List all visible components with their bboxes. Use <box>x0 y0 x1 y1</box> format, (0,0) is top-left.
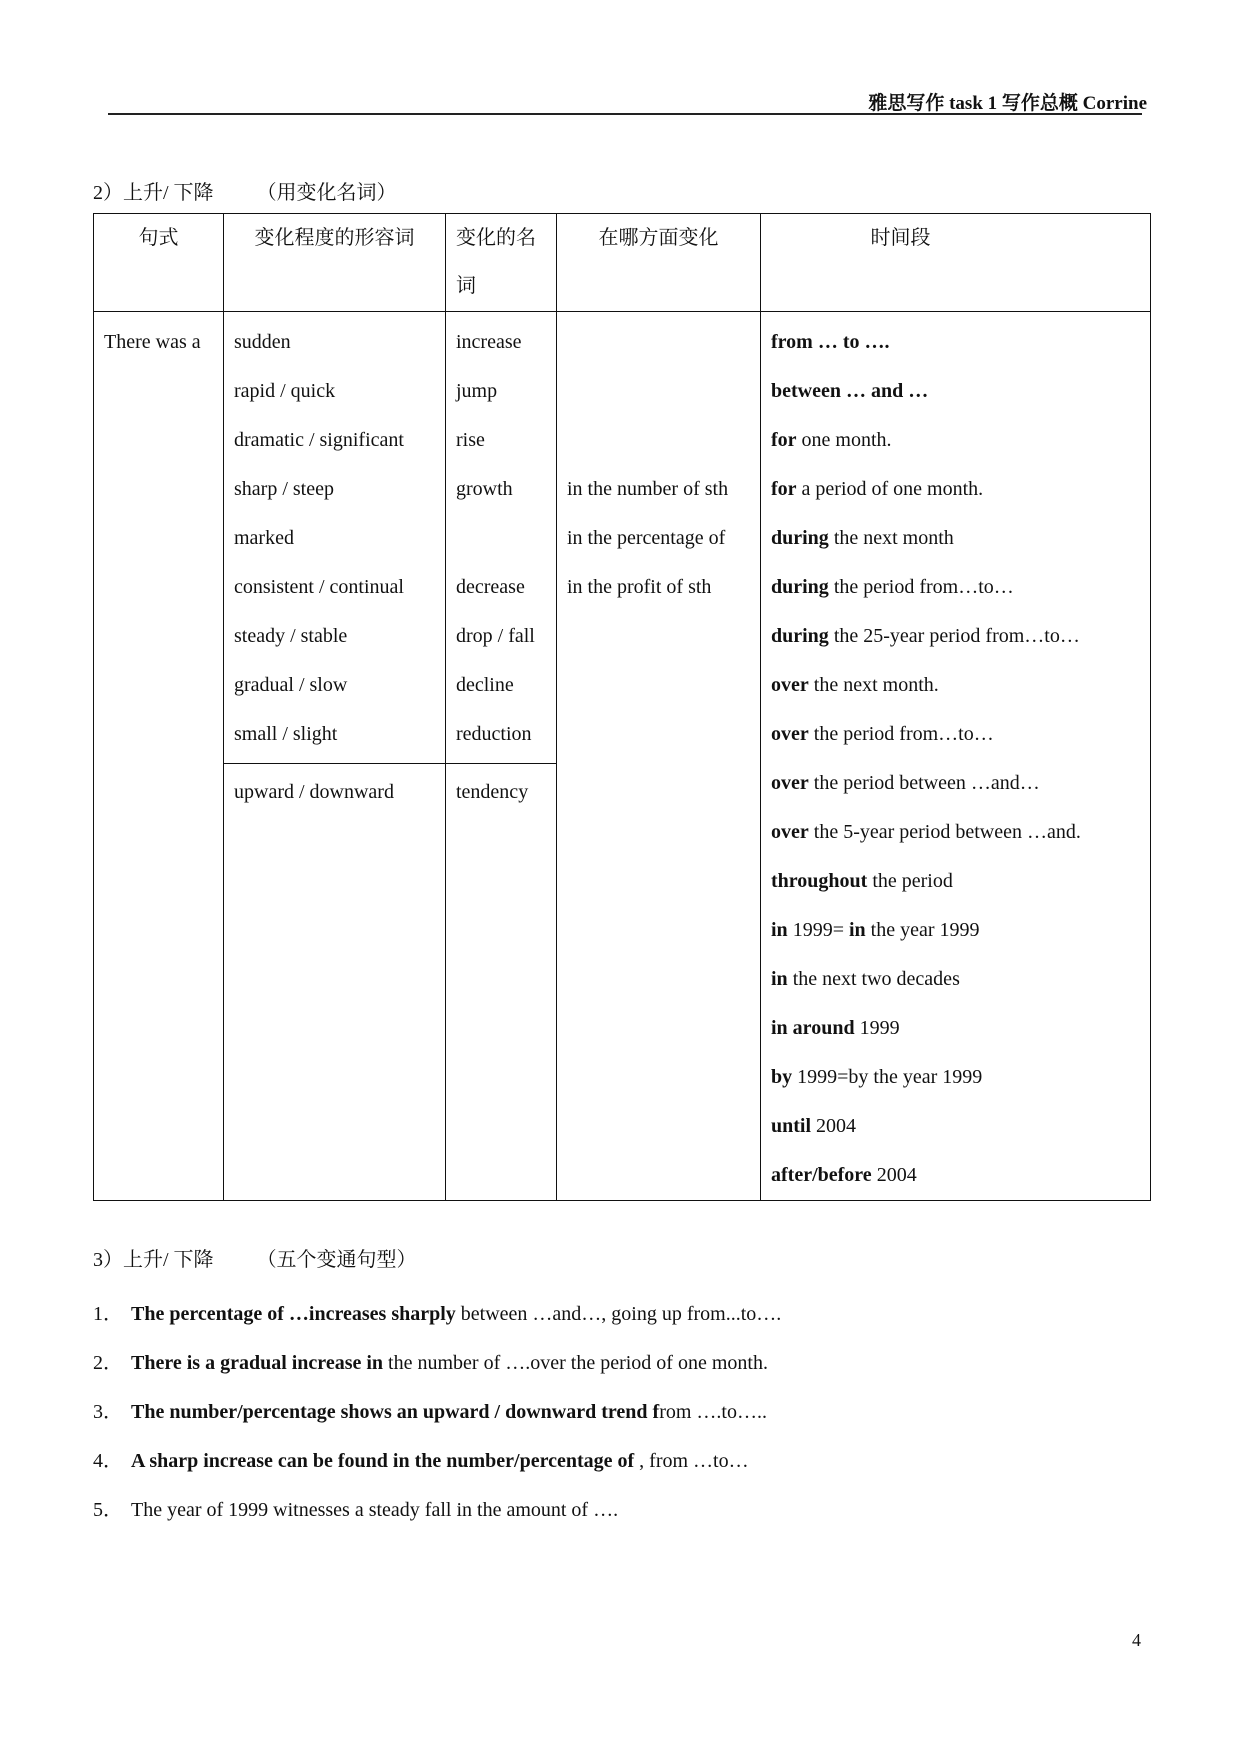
adjective-list <box>224 318 445 764</box>
pattern-number: 5． <box>93 1499 123 1521</box>
adjective-item: small / slight <box>234 723 338 745</box>
time-rest: the 25-year period from…to… <box>828 625 1080 647</box>
time-item <box>771 661 1140 710</box>
time-keyword: by <box>771 1066 793 1088</box>
time-item <box>771 906 1140 955</box>
noun-item: drop / fall <box>456 625 535 647</box>
time-item <box>771 857 1140 906</box>
time-keyword: from … to …. <box>771 331 890 353</box>
pattern-number: 3． <box>93 1401 123 1423</box>
adjective-item: rapid / quick <box>234 380 336 402</box>
section-3-note: （五个变通句型） <box>256 1249 417 1271</box>
time-rest: the next month <box>828 527 954 549</box>
time-keyword: during <box>771 576 829 598</box>
noun-item: increase <box>456 331 522 353</box>
pattern-number: 4． <box>93 1450 123 1472</box>
noun-item: decline <box>456 674 514 696</box>
time-rest: one month. <box>796 429 892 451</box>
time-item <box>771 1151 1140 1200</box>
pattern-bold-text: The number/percentage shows an upward / downward trend f <box>131 1401 660 1423</box>
time-list <box>771 318 1140 1200</box>
pattern-text: between …and…, going up from...to…. <box>455 1303 782 1325</box>
time-item <box>771 318 1140 367</box>
aspect-cell <box>557 312 761 1201</box>
pattern-cell <box>94 312 224 1201</box>
noun-item: reduction <box>456 723 532 745</box>
time-keyword: throughout <box>771 870 868 892</box>
pattern-text: rom ….to….. <box>659 1401 767 1423</box>
header-rule <box>108 113 1142 115</box>
header-adjective: 变化程度的形容词 <box>224 214 446 312</box>
adjective-item: sudden <box>234 331 291 353</box>
time-keyword: for <box>771 429 797 451</box>
header-pattern: 句式 <box>94 214 224 312</box>
pattern-bold-text: There is a gradual increase in <box>131 1352 384 1374</box>
section-3-title <box>93 1243 417 1272</box>
aspect-item: in the number of sth <box>567 478 729 500</box>
pattern-bold-text: The percentage of …increases sharply <box>131 1303 456 1325</box>
time-keyword: in around <box>771 1017 855 1039</box>
section-2-note: （用变化名词） <box>256 182 397 204</box>
adjective-item: dramatic / significant <box>234 429 404 451</box>
time-rest: the period <box>867 870 953 892</box>
time-item <box>771 465 1140 514</box>
table-body-row <box>94 312 1151 1201</box>
adjective-item: marked <box>234 527 294 549</box>
pattern-text: , from …to… <box>634 1450 749 1472</box>
adjective-item: consistent / continual <box>234 576 404 598</box>
time-cell <box>761 312 1151 1201</box>
noun-item: growth <box>456 478 513 500</box>
time-rest: the period from…to… <box>808 723 994 745</box>
time-keyword: between … and … <box>771 380 929 402</box>
pattern-number: 1． <box>93 1303 123 1325</box>
time-rest: 1999=by the year 1999 <box>792 1066 983 1088</box>
noun-trend-block <box>446 764 556 817</box>
pattern-item <box>93 1290 1143 1339</box>
time-item <box>771 563 1140 612</box>
pattern-bold-text: A sharp increase can be found in the number/percentage of <box>131 1450 635 1472</box>
time-rest: the year 1999 <box>865 919 980 941</box>
time-rest: the next month. <box>808 674 939 696</box>
section-2-heading: 2）上升/ 下降 <box>93 182 214 204</box>
time-rest: 1999= <box>787 919 849 941</box>
time-keyword: during <box>771 625 829 647</box>
aspect-list <box>567 465 750 612</box>
time-rest: the period between …and… <box>808 772 1040 794</box>
time-rest: 2004 <box>871 1164 917 1186</box>
noun-item <box>456 514 546 563</box>
time-keyword: over <box>771 674 809 696</box>
header-noun: 变化的名 词 <box>446 214 557 312</box>
adjective-item: sharp / steep <box>234 478 334 500</box>
time-rest: 1999 <box>854 1017 900 1039</box>
page-header: 雅思写作 task 1 写作总概 Corrine <box>868 93 1147 114</box>
time-rest: 2004 <box>811 1115 857 1137</box>
pattern-item <box>93 1486 1143 1535</box>
time-keyword: during <box>771 527 829 549</box>
time-keyword: after/before <box>771 1164 872 1186</box>
time-item <box>771 955 1140 1004</box>
noun-item: rise <box>456 429 485 451</box>
noun-trend: tendency <box>456 781 529 803</box>
time-keyword: in <box>848 919 866 941</box>
time-rest: the next two decades <box>787 968 960 990</box>
adjective-item: gradual / slow <box>234 674 348 696</box>
time-keyword: for <box>771 478 797 500</box>
time-item <box>771 514 1140 563</box>
adjective-trend: upward / downward <box>234 781 394 803</box>
noun-item: decrease <box>456 576 525 598</box>
time-keyword: in <box>771 968 788 990</box>
time-rest: a period of one month. <box>796 478 984 500</box>
time-keyword: in <box>771 919 788 941</box>
pattern-text: the number of ….over the period of one month. <box>383 1352 768 1374</box>
time-item <box>771 416 1140 465</box>
pattern-item <box>93 1437 1143 1486</box>
adjective-cell <box>224 312 446 1201</box>
noun-cell <box>446 312 557 1201</box>
noun-item: jump <box>456 380 498 402</box>
pattern-item <box>93 1339 1143 1388</box>
section-2-title <box>93 176 397 205</box>
time-item <box>771 612 1140 661</box>
time-item <box>771 759 1140 808</box>
pattern-text: There was a <box>104 331 201 353</box>
time-rest: the 5-year period between …and. <box>808 821 1081 843</box>
time-keyword: over <box>771 772 809 794</box>
adjective-trend-block <box>224 764 445 817</box>
time-keyword: over <box>771 723 809 745</box>
time-keyword: over <box>771 821 809 843</box>
pattern-text: The year of 1999 witnesses a steady fall in the amount of …. <box>131 1499 619 1521</box>
time-item <box>771 1053 1140 1102</box>
vocabulary-table <box>93 213 1151 1201</box>
noun-list <box>446 318 556 764</box>
time-rest: the period from…to… <box>828 576 1014 598</box>
time-item <box>771 1004 1140 1053</box>
table-header-row <box>94 214 1151 312</box>
page-number: 4 <box>1132 1630 1141 1650</box>
pattern-number: 2． <box>93 1352 123 1374</box>
sentence-pattern-list <box>93 1290 1143 1535</box>
pattern-item <box>93 1388 1143 1437</box>
section-3-heading: 3）上升/ 下降 <box>93 1249 214 1271</box>
time-item <box>771 808 1140 857</box>
header-time-period: 时间段 <box>761 214 1151 312</box>
time-item <box>771 710 1140 759</box>
aspect-item: in the profit of sth <box>567 576 712 598</box>
header-aspect: 在哪方面变化 <box>557 214 761 312</box>
aspect-item: in the percentage of <box>567 527 726 549</box>
time-item <box>771 1102 1140 1151</box>
time-keyword: until <box>771 1115 812 1137</box>
adjective-item: steady / stable <box>234 625 348 647</box>
time-item <box>771 367 1140 416</box>
